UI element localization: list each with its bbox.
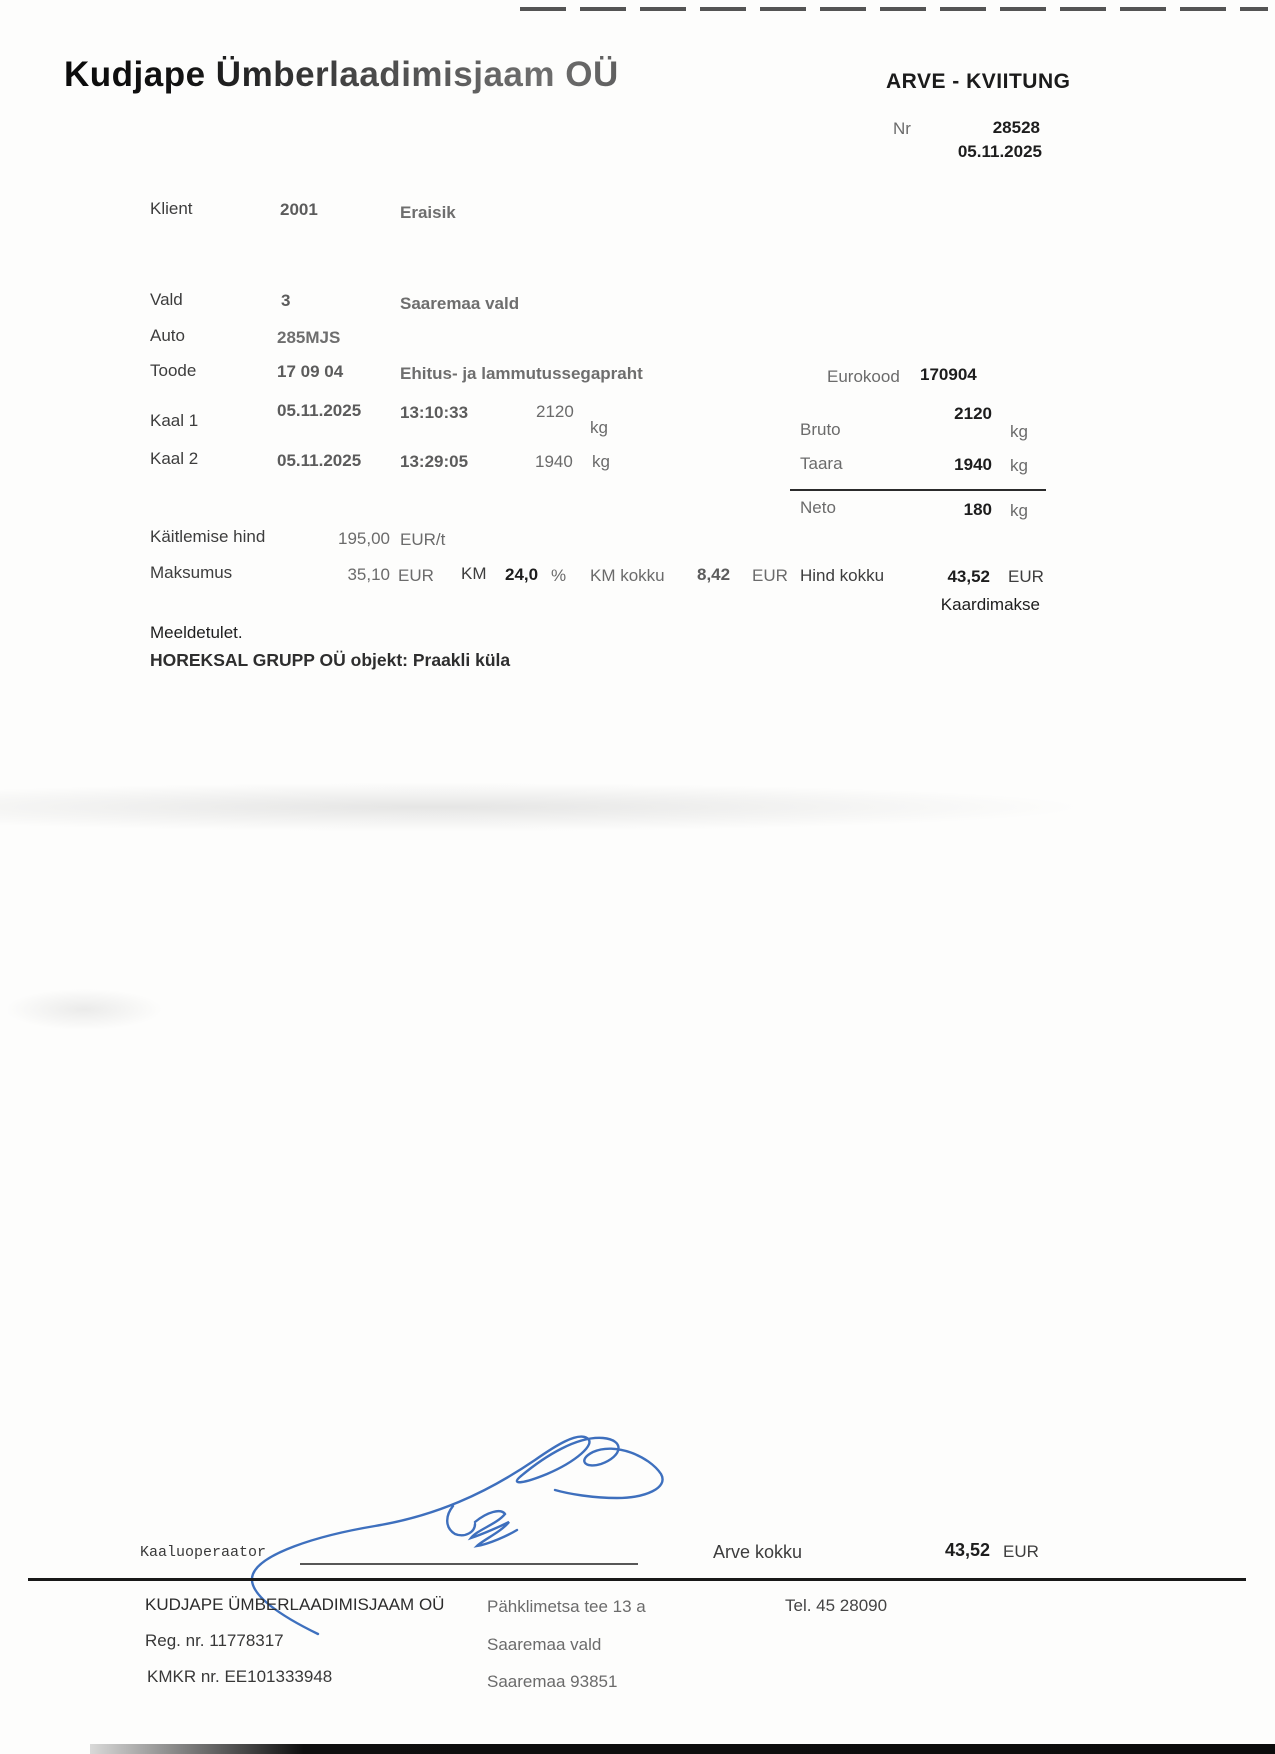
- footer-company-name: KUDJAPE ÜMBERLAADIMISJAAM OÜ: [145, 1595, 445, 1614]
- weighing2-label: Kaal 2: [150, 449, 199, 468]
- weighing2-unit: kg: [592, 452, 610, 471]
- scale-operator-label: Kaaluoperaator: [140, 1544, 267, 1561]
- vat-total-currency: EUR: [752, 566, 788, 585]
- eurocode-label: Eurokood: [827, 367, 900, 386]
- client-label: Klient: [150, 199, 193, 218]
- note-line: Meeldetulet.: [150, 623, 243, 642]
- footer-address-zip: Saaremaa 93851: [487, 1672, 618, 1691]
- vehicle-plate: 285MJS: [277, 328, 341, 347]
- totals-sum-line: [790, 489, 1046, 491]
- scan-artifact-bottom-edge: [90, 1744, 1275, 1754]
- product-label: Toode: [150, 361, 197, 380]
- weighing2-weight: 1940: [535, 452, 573, 471]
- gross-value: 2120: [954, 404, 992, 423]
- tare-unit: kg: [1010, 456, 1028, 475]
- document-type-heading: ARVE - KVIITUNG: [886, 70, 1071, 93]
- scan-artifact-top-edge: [520, 7, 1268, 11]
- tare-value: 1940: [954, 455, 992, 474]
- vat-total-value: 8,42: [697, 565, 731, 584]
- product-name: Ehitus- ja lammutussegapraht: [400, 364, 643, 383]
- price-total-label: Hind kokku: [800, 566, 885, 585]
- weighing1-unit: kg: [590, 418, 608, 437]
- net-label: Neto: [800, 498, 836, 517]
- scan-artifact-smudge: [8, 982, 198, 1037]
- handling-price-label: Käitlemise hind: [150, 527, 266, 546]
- invoice-total-value: 43,52: [944, 1540, 990, 1560]
- weighing1-date: 05.11.2025: [277, 401, 362, 420]
- invoice-number-label: Nr: [893, 119, 911, 138]
- price-total-value: 43,52: [947, 567, 990, 586]
- vat-total-label: KM kokku: [590, 566, 665, 585]
- municipality-code: 3: [281, 291, 291, 310]
- handling-price-unit: EUR/t: [400, 530, 446, 549]
- invoice-date: 05.11.2025: [957, 142, 1042, 161]
- vat-label: KM: [461, 564, 487, 583]
- net-value: 180: [963, 500, 992, 519]
- client-name: Eraisik: [400, 203, 456, 222]
- municipality-name: Saaremaa vald: [400, 294, 520, 313]
- weighing1-weight: 2120: [536, 402, 574, 421]
- net-unit: kg: [1010, 501, 1028, 520]
- client-code: 2001: [280, 200, 318, 219]
- cost-value: 35,10: [347, 565, 390, 584]
- footer-address-municipality: Saaremaa vald: [487, 1635, 602, 1654]
- handling-price-value: 195,00: [338, 529, 390, 548]
- invoice-total-currency: EUR: [1003, 1542, 1039, 1561]
- weighing1-label: Kaal 1: [150, 411, 199, 430]
- cost-label: Maksumus: [150, 563, 233, 582]
- signature-line: [300, 1563, 638, 1565]
- weighing2-date: 05.11.2025: [277, 451, 362, 470]
- weighing2-time: 13:29:05: [400, 452, 469, 471]
- invoice-number-value: 28528: [992, 118, 1040, 137]
- footer-divider-line: [28, 1578, 1246, 1581]
- object-line: HOREKSAL GRUPP OÜ objekt: Praakli küla: [150, 650, 511, 670]
- product-code: 17 09 04: [277, 362, 344, 381]
- gross-unit: kg: [1010, 422, 1028, 441]
- payment-method: Kaardimakse: [940, 595, 1040, 614]
- footer-address-street: Pähklimetsa tee 13 a: [487, 1597, 646, 1616]
- vehicle-label: Auto: [150, 326, 185, 345]
- footer-registry-number: Reg. nr. 11778317: [145, 1631, 284, 1650]
- gross-label: Bruto: [800, 420, 841, 439]
- company-title: Kudjape Ümberlaadimisjaam OÜ: [64, 55, 619, 94]
- municipality-label: Vald: [150, 290, 183, 309]
- footer-phone: Tel. 45 28090: [785, 1596, 888, 1615]
- eurocode-value: 170904: [920, 365, 977, 384]
- scan-artifact-fold-band: [0, 775, 1275, 837]
- vat-rate: 24,0: [505, 565, 539, 584]
- cost-currency: EUR: [398, 566, 434, 585]
- invoice-total-label: Arve kokku: [713, 1542, 803, 1562]
- tare-label: Taara: [800, 454, 843, 473]
- price-total-currency: EUR: [1008, 567, 1044, 586]
- footer-vat-number: KMKR nr. EE101333948: [147, 1667, 333, 1686]
- vat-percent-sign: %: [551, 566, 567, 585]
- weighing1-time: 13:10:33: [400, 403, 469, 422]
